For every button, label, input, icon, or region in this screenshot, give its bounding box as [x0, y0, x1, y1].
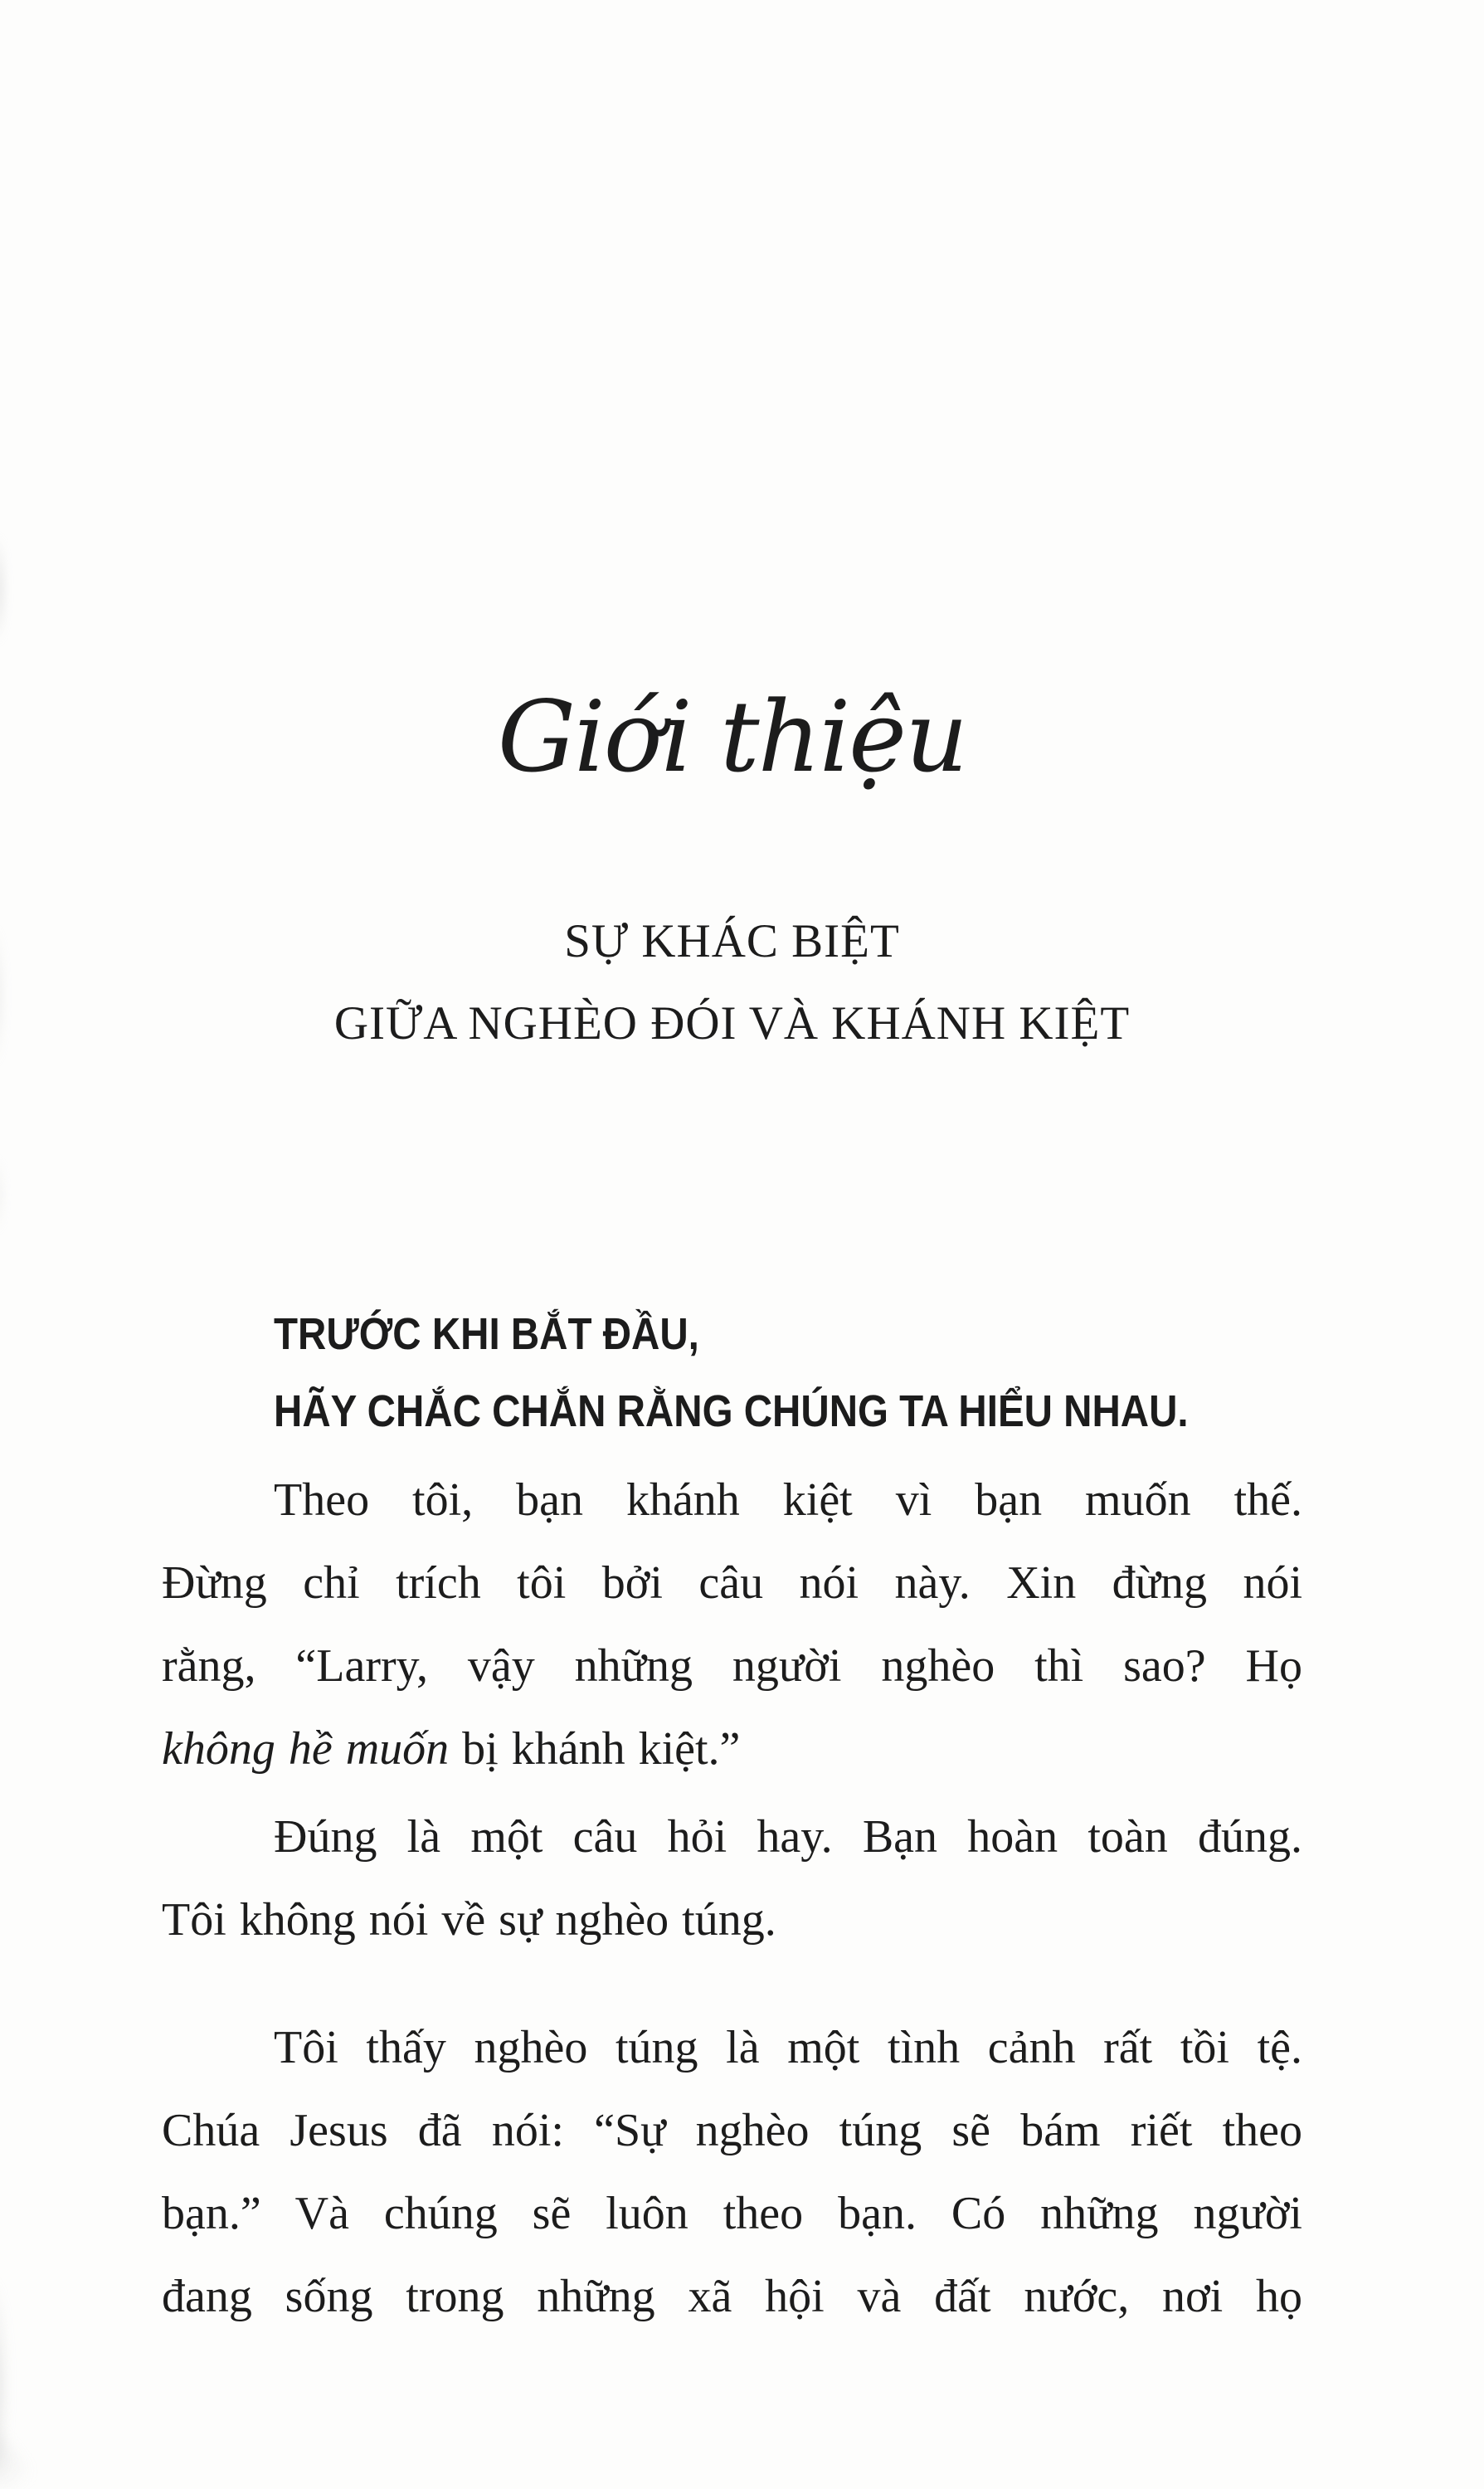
- section-heading-line1: SỰ KHÁC BIỆT: [564, 915, 900, 967]
- text-line: [162, 1795, 1302, 1878]
- text-segment: đang sống trong những xã hội và đất nước, nơi họ: [162, 2271, 1302, 2322]
- text-segment: Chúa Jesus đã nói: “Sự nghèo túng sẽ bám riết theo: [162, 2105, 1302, 2156]
- text-line: [162, 1707, 1302, 1790]
- bold-subheading-line1: TRƯỚC KHI BẮT ĐẦU,: [274, 1309, 699, 1359]
- paragraph: [162, 1459, 1302, 1790]
- text-segment: bị khánh kiệt.”: [449, 1723, 741, 1775]
- chapter-title: Giới thiệu: [497, 679, 967, 794]
- text-line: [162, 2006, 1302, 2089]
- text-segment: Tôi không nói về sự nghèo túng.: [162, 1894, 776, 1946]
- scan-artifact: [0, 2402, 50, 2489]
- text-line: [162, 1542, 1302, 1624]
- text-segment: Đừng chỉ trích tôi bởi câu nói này. Xin đừng nói: [162, 1557, 1302, 1609]
- text-line: [162, 1459, 1302, 1542]
- scan-artifact: [0, 2273, 9, 2489]
- bold-subheading-line2: HÃY CHẮC CHẮN RẰNG CHÚNG TA HIỂU NHAU.: [274, 1386, 1189, 1436]
- text-line: [162, 2089, 1302, 2172]
- scan-artifact: [0, 531, 7, 647]
- body-text: [162, 1459, 1302, 2338]
- paragraph: [162, 2006, 1302, 2338]
- scan-artifact: [0, 1153, 5, 1236]
- section-heading-line2: GIỮA NGHÈO ĐÓI VÀ KHÁNH KIỆT: [333, 997, 1131, 1050]
- bold-subheading: [274, 1296, 1313, 1450]
- text-line: [162, 1624, 1302, 1707]
- text-segment: bạn.” Và chúng sẽ luôn theo bạn. Có những người: [162, 2188, 1302, 2239]
- text-segment: Theo tôi, bạn khánh kiệt vì bạn muốn thế.: [274, 1474, 1302, 1526]
- text-segment: Tôi thấy nghèo túng là một tình cảnh rất tồi tệ.: [274, 2022, 1302, 2073]
- section-heading: [162, 900, 1302, 1064]
- paragraph: [162, 1795, 1302, 1961]
- text-line: [162, 2255, 1302, 2338]
- text-segment: rằng, “Larry, vậy những người nghèo thì sao? Họ: [162, 1640, 1302, 1692]
- text-line: [162, 2172, 1302, 2255]
- text-line: [162, 1878, 1302, 1961]
- italic-phrase: không hề muốn: [162, 1723, 450, 1775]
- scan-artifact: [0, 921, 6, 1070]
- text-segment: Đúng là một câu hỏi hay. Bạn hoàn toàn đúng.: [274, 1811, 1302, 1863]
